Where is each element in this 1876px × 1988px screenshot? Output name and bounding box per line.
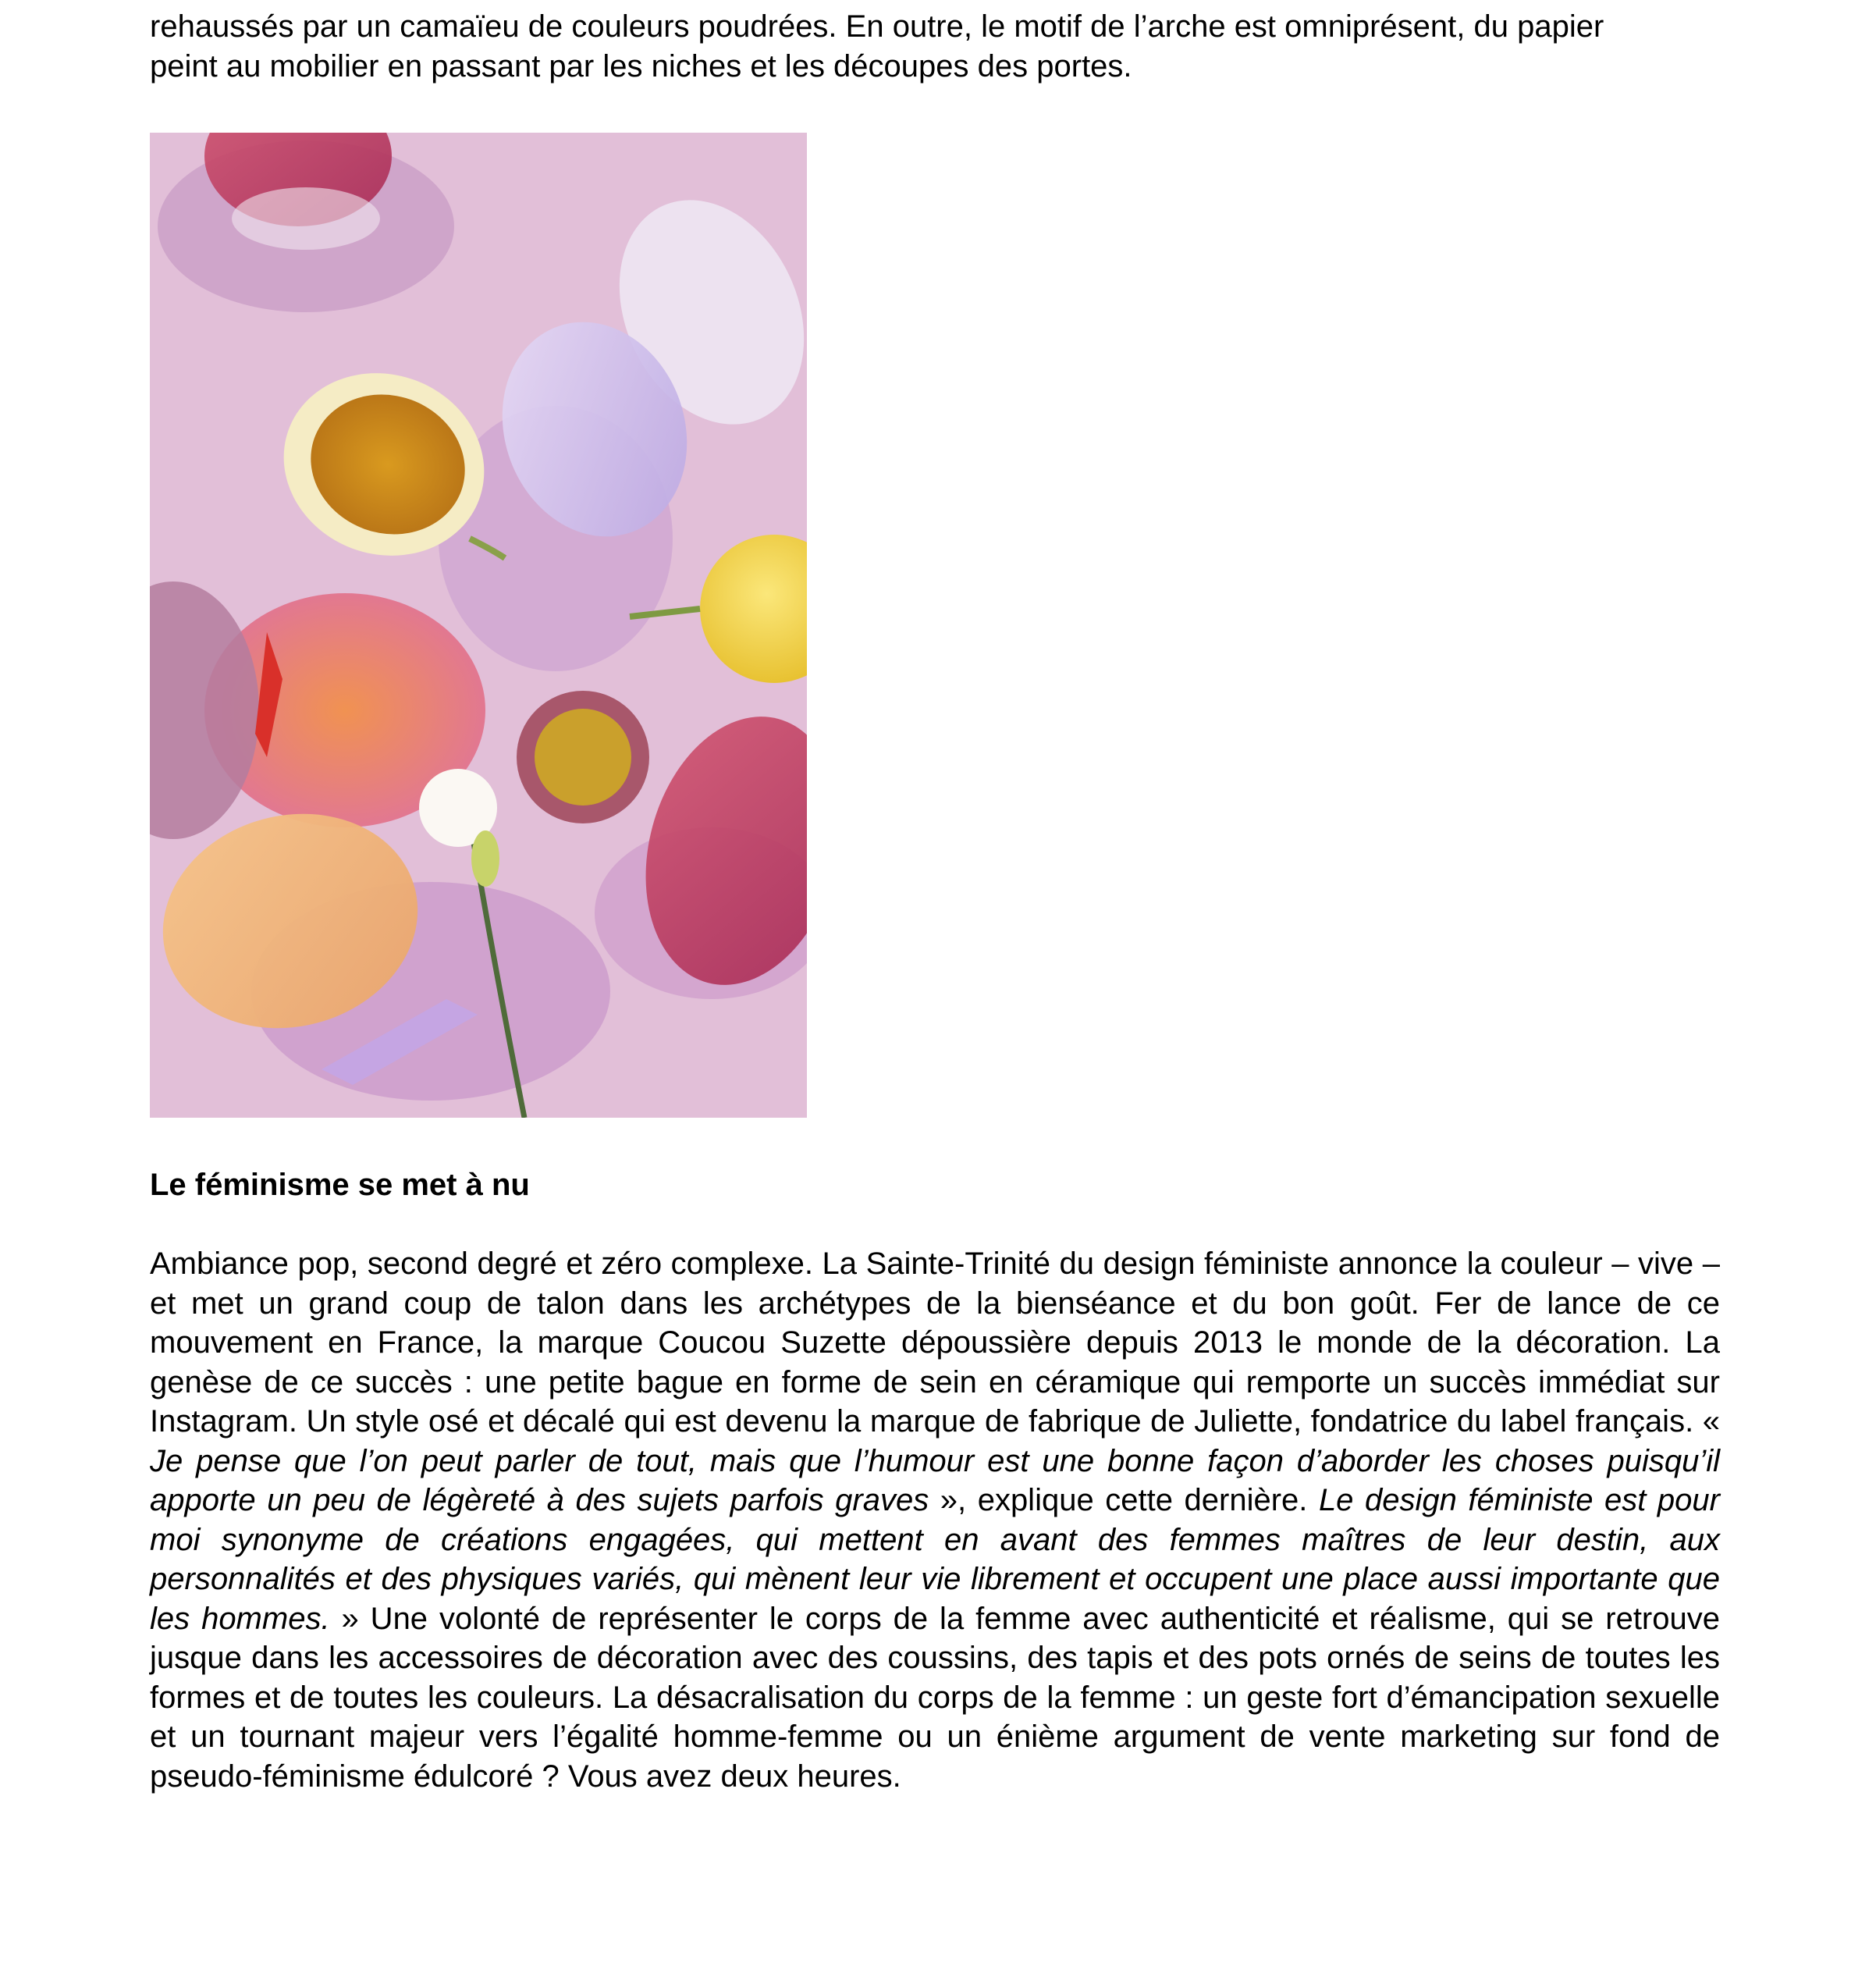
article-photo (150, 133, 807, 1118)
flower-bud (471, 830, 499, 887)
intro-paragraph (150, 7, 1720, 86)
quote-1: Je pense que l’on peut parler de tout, mais que l’humour est une bonne façon d’aborder les choses puisqu’il apporte un peu de légèreté à des sujets parfois graves (150, 1443, 1720, 1517)
small-passion-fruit-pulp (535, 709, 631, 806)
intro-line-1: rehaussés par un camaïeu de couleurs poudrées. En outre, le motif de l’arche est omniprésent, du papier (150, 9, 1604, 44)
quote-2: Le design féministe est pour moi synonyme de créations engagées, qui mettent en avant des femmes maîtres de leur destin, aux personnalités et des physiques variés, qui mènent leur vie librement et occupent une place aussi importante que les hommes. (150, 1483, 1720, 1636)
goblet-foot (232, 187, 380, 250)
intro-line-2: peint au mobilier en passant par les niches et les découpes des portes. (150, 48, 1132, 84)
still-life-illustration (150, 133, 807, 1118)
body-text-1: Ambiance pop, second degré et zéro complexe. La Sainte-Trinité du design féministe annonce la couleur – vive – et met un grand coup de talon dans les archétypes de la bienséance et du bon goût. Fer de lance de ce mouvement en France, la marque Coucou Suzette dépoussière depuis 2013 le monde de la décoration. La genèse de ce succès : une petite bague en forme de sein en céramique qui remporte un succès immédiat sur Instagram. Un style osé et décalé qui est devenu la marque de fabrique de Juliette, fondatrice du label français. « (150, 1247, 1720, 1439)
section-heading: Le féminisme se met à nu (150, 1168, 530, 1202)
section-body-paragraph (150, 1244, 1720, 1796)
body-text-3: » Une volonté de représenter le corps de la femme avec authenticité et réalisme, qui se retrouve jusque dans les accessoires de décoration avec des coussins, des tapis et des pots ornés de seins de toutes les formes et de toutes les couleurs. La désacralisation du corps de la femme : un geste fort d’émancipation sexuelle et un tournant majeur vers l’égalité homme-femme ou un énième argument de vente marketing sur fond de pseudo-féminisme édulcoré ? Vous avez deux heures. (150, 1601, 1720, 1794)
body-text-2: », explique cette dernière. (929, 1483, 1319, 1517)
